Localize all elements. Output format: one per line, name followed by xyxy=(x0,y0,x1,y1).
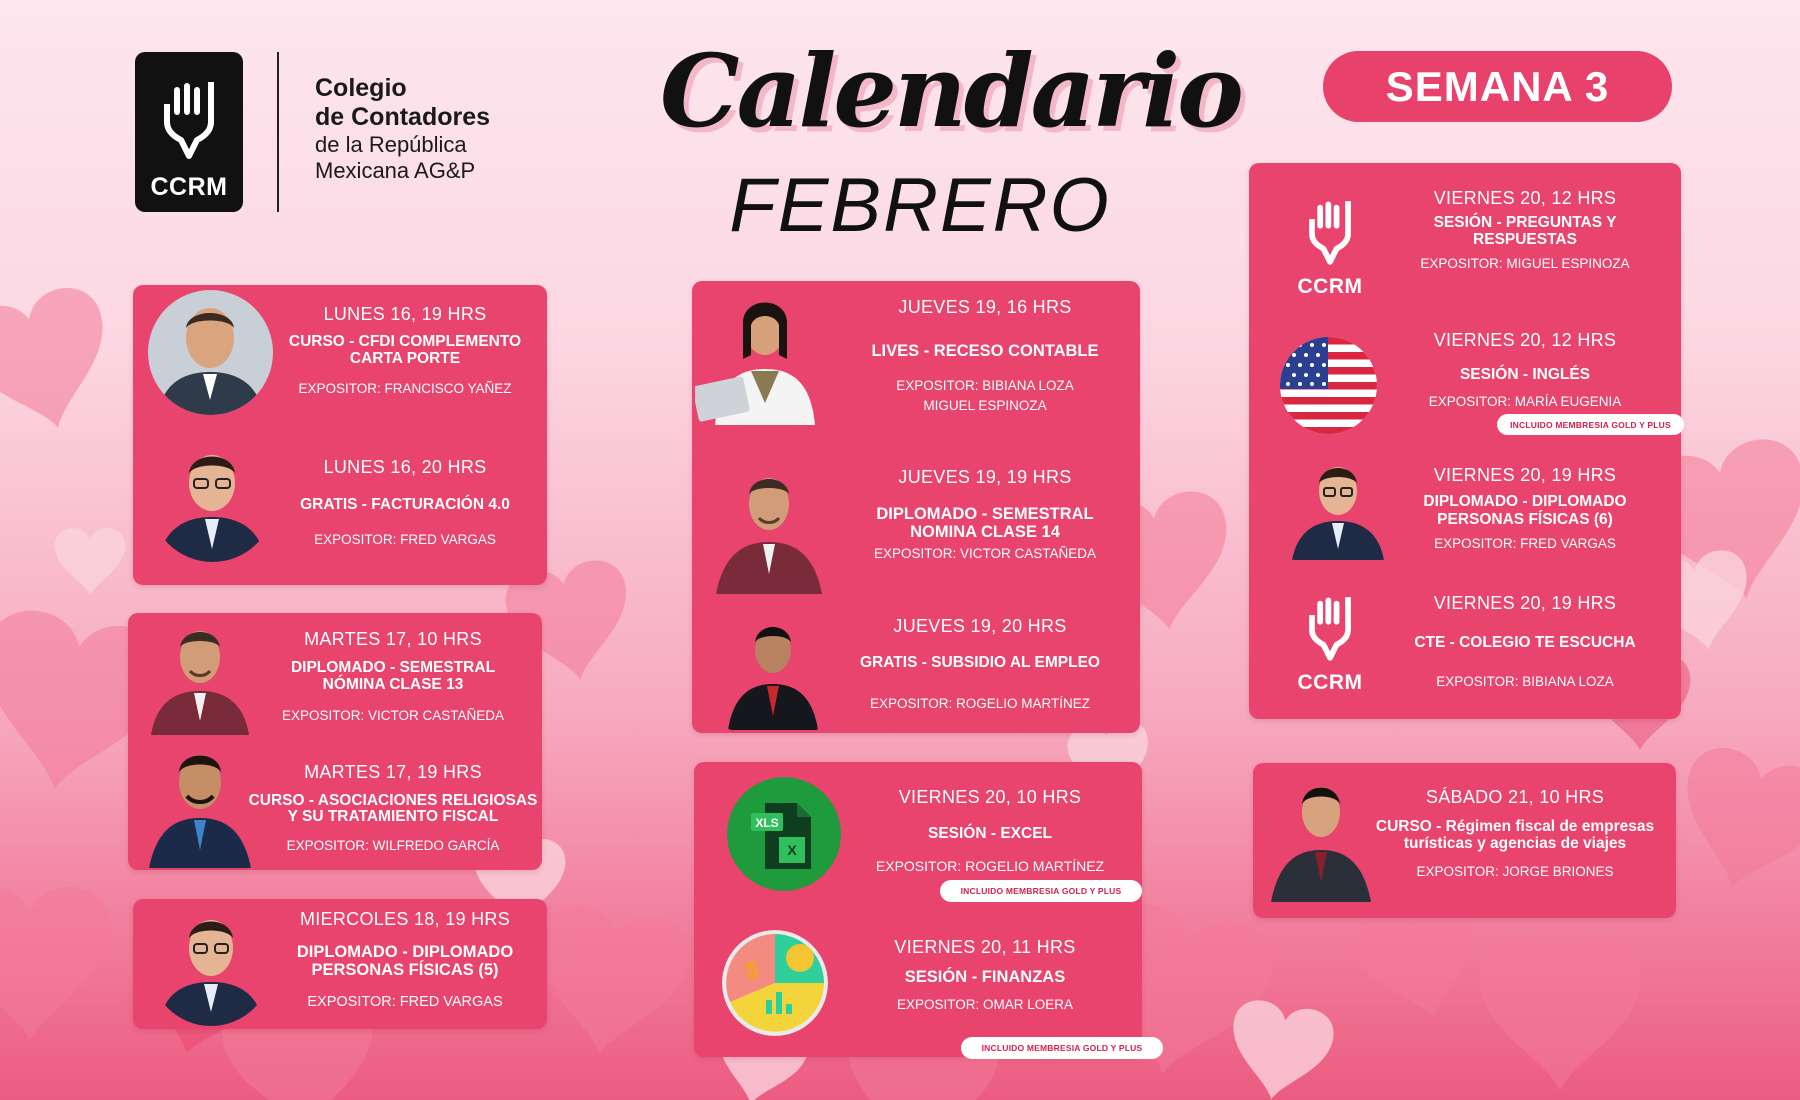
event-title-2: CARTA PORTE xyxy=(349,350,461,367)
xls-label: XLS xyxy=(755,816,779,830)
event-jueves-19-20[interactable] xyxy=(835,614,1125,714)
event-title-2: NÓMINA CLASE 13 xyxy=(322,676,464,693)
event-jueves-19-16[interactable] xyxy=(840,295,1130,420)
event-martes-17-10[interactable] xyxy=(262,627,524,727)
event-title: DIPLOMADO - DIPLOMADO xyxy=(296,943,514,961)
membership-badge: INCLUIDO MEMBRESIA GOLD Y PLUS xyxy=(1497,414,1684,435)
event-speaker: EXPOSITOR: FRANCISCO YAÑEZ xyxy=(298,381,512,396)
ccrm-logo-mark xyxy=(135,52,243,212)
event-title: CURSO - CFDI COMPLEMENTO xyxy=(288,333,522,350)
pencil-hand-icon xyxy=(1300,584,1360,666)
event-speaker: EXPOSITOR: OMAR LOERA xyxy=(896,997,1074,1012)
speaker-photo xyxy=(148,290,273,415)
page-subtitle: FEBRERO xyxy=(729,163,1111,248)
event-title: DIPLOMADO - DIPLOMADO xyxy=(1423,493,1627,510)
event-speaker: EXPOSITOR: FRED VARGAS xyxy=(307,994,503,1010)
event-speaker: EXPOSITOR: JORGE BRIONES xyxy=(1416,864,1614,879)
event-when: MIERCOLES 18, 19 HRS xyxy=(299,909,511,929)
event-when: LUNES 16, 19 HRS xyxy=(323,304,487,324)
event-title: GRATIS - FACTURACIÓN 4.0 xyxy=(300,496,510,513)
logo-line-4: Mexicana AG&P xyxy=(315,157,476,183)
speaker-photo xyxy=(726,612,821,730)
event-title: SESIÓN - INGLÉS xyxy=(1459,366,1591,383)
event-viernes-20-10[interactable] xyxy=(855,785,1125,885)
event-viernes-20-12-ingles[interactable] xyxy=(1400,328,1650,418)
mini-logo-text: CCRM xyxy=(1297,671,1363,694)
event-title: CTE - COLEGIO TE ESCUCHA xyxy=(1414,634,1636,651)
event-speaker: EXPOSITOR: BIBIANA LOZA xyxy=(1436,674,1614,689)
xls-x-mark: X xyxy=(787,842,797,858)
page-title: Calendario xyxy=(660,32,1241,150)
event-when: VIERNES 20, 12 HRS xyxy=(1433,330,1617,350)
logo-name xyxy=(315,74,490,183)
event-viernes-20-12-preguntas[interactable] xyxy=(1400,186,1650,286)
excel-icon xyxy=(727,777,841,891)
speaker-photo xyxy=(712,462,827,594)
event-title-2: turísticas y agencias de viajes xyxy=(1403,835,1627,852)
event-title: SESIÓN - FINANZAS xyxy=(904,968,1066,986)
mini-logo-text: CCRM xyxy=(1297,275,1363,298)
event-title: SESIÓN - PREGUNTAS Y xyxy=(1433,214,1617,231)
event-title-2: NOMINA CLASE 14 xyxy=(910,523,1060,541)
speaker-photo xyxy=(150,437,275,562)
event-when: VIERNES 20, 19 HRS xyxy=(1433,593,1617,613)
logo-divider xyxy=(277,52,279,212)
event-miercoles-18-19[interactable] xyxy=(275,907,535,1017)
event-when: VIERNES 20, 19 HRS xyxy=(1433,465,1617,485)
membership-badge: INCLUIDO MEMBRESIA GOLD Y PLUS xyxy=(961,1037,1163,1059)
week-badge: SEMANA 3 xyxy=(1323,51,1672,122)
event-viernes-20-11[interactable] xyxy=(845,935,1125,1015)
event-viernes-20-19-cte[interactable] xyxy=(1400,591,1650,691)
pencil-hand-icon xyxy=(1300,188,1360,270)
event-jueves-19-19[interactable] xyxy=(840,465,1130,565)
event-title: SESIÓN - EXCEL xyxy=(927,825,1053,842)
event-martes-17-19[interactable] xyxy=(248,760,538,860)
event-speaker: EXPOSITOR: FRED VARGAS xyxy=(1434,536,1616,551)
event-title: LIVES - RECESO CONTABLE xyxy=(871,342,1099,360)
event-title: CURSO - Régimen fiscal de empresas xyxy=(1375,818,1655,835)
logo-short-text: CCRM xyxy=(150,173,228,201)
speaker-photo xyxy=(1288,455,1388,560)
event-speaker: EXPOSITOR: ROGELIO MARTÍNEZ xyxy=(875,858,1105,874)
event-title: DIPLOMADO - SEMESTRAL xyxy=(876,505,1094,523)
speaker-photo xyxy=(145,617,255,735)
event-when: VIERNES 20, 12 HRS xyxy=(1433,188,1617,208)
event-speaker: EXPOSITOR: WILFREDO GARCÍA xyxy=(286,838,500,853)
event-speaker: EXPOSITOR: VICTOR CASTAÑEDA xyxy=(281,708,505,723)
event-speaker-2: MIGUEL ESPINOZA xyxy=(923,398,1047,413)
event-title: CURSO - ASOCIACIONES RELIGIOSAS xyxy=(248,792,538,809)
logo-line-3: de la República xyxy=(315,132,467,157)
event-lunes-16-20[interactable] xyxy=(275,455,535,550)
event-viernes-20-19-diplomado[interactable] xyxy=(1400,463,1650,558)
logo-line-2: de Contadores xyxy=(315,103,491,131)
membership-badge: INCLUIDO MEMBRESIA GOLD Y PLUS xyxy=(940,880,1142,902)
speaker-photo xyxy=(145,740,255,868)
event-speaker: EXPOSITOR: VICTOR CASTAÑEDA xyxy=(873,546,1097,561)
speaker-photo xyxy=(695,285,830,425)
event-when: VIERNES 20, 11 HRS xyxy=(894,937,1076,957)
event-sabado-21-10[interactable] xyxy=(1365,785,1665,885)
finance-symbol: $ xyxy=(745,957,759,984)
event-when: LUNES 16, 20 HRS xyxy=(323,457,487,477)
ccrm-logo xyxy=(135,52,535,214)
finance-icon xyxy=(722,930,828,1036)
event-when: JUEVES 19, 20 HRS xyxy=(893,616,1067,636)
pencil-hand-icon xyxy=(153,66,225,166)
event-speaker: EXPOSITOR: ROGELIO MARTÍNEZ xyxy=(869,696,1091,711)
logo-line-1: Colegio xyxy=(315,74,407,102)
event-title-2: PERSONAS FÍSICAS (6) xyxy=(1437,511,1613,528)
speaker-photo xyxy=(150,904,272,1026)
event-title-2: Y SU TRATAMIENTO FISCAL xyxy=(287,808,499,825)
event-speaker: EXPOSITOR: MIGUEL ESPINOZA xyxy=(1420,256,1630,271)
event-when: VIERNES 20, 10 HRS xyxy=(898,787,1082,807)
event-when: JUEVES 19, 19 HRS xyxy=(898,467,1072,487)
event-speaker: EXPOSITOR: MARÍA EUGENIA xyxy=(1428,394,1622,409)
event-lunes-16-19[interactable] xyxy=(275,300,535,400)
event-title: DIPLOMADO - SEMESTRAL xyxy=(290,659,496,676)
speaker-photo xyxy=(1267,772,1375,902)
event-when: JUEVES 19, 16 HRS xyxy=(898,297,1072,317)
event-title-2: PERSONAS FÍSICAS (5) xyxy=(311,961,499,979)
event-title: GRATIS - SUBSIDIO AL EMPLEO xyxy=(860,654,1100,671)
event-title-2: RESPUESTAS xyxy=(1473,231,1577,248)
event-when: MARTES 17, 19 HRS xyxy=(304,762,482,782)
event-when: SÁBADO 21, 10 HRS xyxy=(1425,787,1605,807)
ccrm-mini-logo xyxy=(1285,584,1375,696)
event-speaker: EXPOSITOR: FRED VARGAS xyxy=(314,532,496,547)
event-when: MARTES 17, 10 HRS xyxy=(304,629,482,649)
usa-flag-icon xyxy=(1280,337,1377,434)
ccrm-mini-logo xyxy=(1285,188,1375,300)
event-speaker: EXPOSITOR: BIBIANA LOZA xyxy=(896,378,1074,393)
